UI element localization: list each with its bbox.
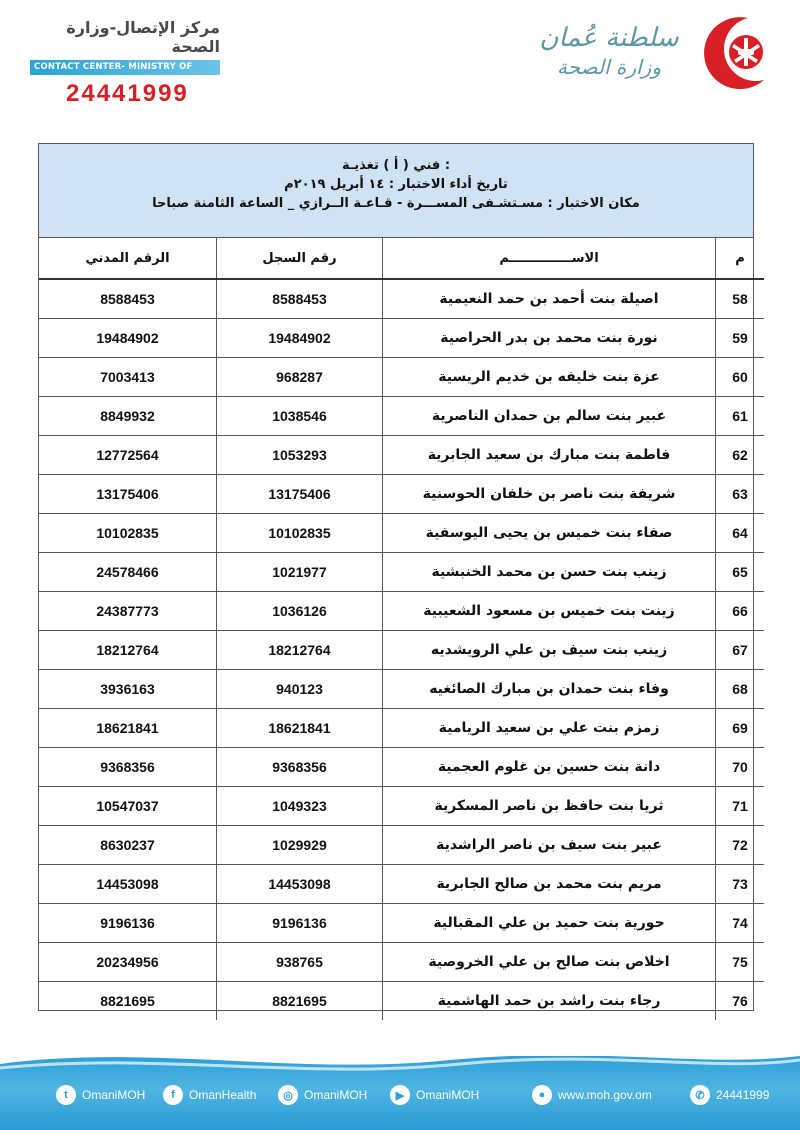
candidate-name: عزة بنت خليفه بن خديم الريسية bbox=[383, 358, 716, 397]
youtube-link[interactable] bbox=[390, 1084, 479, 1106]
candidate-name: شريفة بنت ناصر بن خلفان الحوسنية bbox=[383, 475, 716, 514]
table-row bbox=[39, 279, 764, 319]
record-number: 940123 bbox=[217, 670, 383, 709]
candidate-name: زينب بنت حسن بن محمد الخنبشية bbox=[383, 553, 716, 592]
record-number: 8821695 bbox=[217, 982, 383, 1021]
record-number: 9368356 bbox=[217, 748, 383, 787]
civil-number: 19484902 bbox=[39, 319, 217, 358]
row-number: 67 bbox=[716, 631, 765, 670]
website-link[interactable] bbox=[532, 1084, 652, 1106]
table-row bbox=[39, 982, 764, 1021]
row-number: 58 bbox=[716, 279, 765, 319]
candidate-name: زينب بنت سيف بن علي الرويشديه bbox=[383, 631, 716, 670]
twitter-link[interactable] bbox=[56, 1084, 145, 1106]
website-url: www.moh.gov.om bbox=[558, 1088, 652, 1102]
row-number: 73 bbox=[716, 865, 765, 904]
row-number: 74 bbox=[716, 904, 765, 943]
row-number: 68 bbox=[716, 670, 765, 709]
table-row bbox=[39, 709, 764, 748]
civil-number: 3936163 bbox=[39, 670, 217, 709]
row-number: 60 bbox=[716, 358, 765, 397]
row-number: 70 bbox=[716, 748, 765, 787]
table-row bbox=[39, 436, 764, 475]
civil-number: 20234956 bbox=[39, 943, 217, 982]
record-number: 8588453 bbox=[217, 279, 383, 319]
facebook-handle: OmanHealth bbox=[189, 1088, 257, 1102]
row-number: 72 bbox=[716, 826, 765, 865]
ministry-name bbox=[524, 22, 694, 80]
candidate-name: مريم بنت محمد بن صالح الجابرية bbox=[383, 865, 716, 904]
contact-center-english: CONTACT CENTER- MINISTRY OF HEALTH bbox=[30, 60, 220, 75]
civil-number: 9368356 bbox=[39, 748, 217, 787]
footer-phone[interactable] bbox=[690, 1084, 769, 1106]
candidate-name: وفاء بنت حمدان بن مبارك الصائغيه bbox=[383, 670, 716, 709]
record-number: 9196136 bbox=[217, 904, 383, 943]
civil-number: 10547037 bbox=[39, 787, 217, 826]
table-row bbox=[39, 475, 764, 514]
instagram-handle: OmaniMOH bbox=[304, 1088, 368, 1102]
facebook-icon: f bbox=[163, 1085, 183, 1105]
civil-number: 12772564 bbox=[39, 436, 217, 475]
contact-phone: 24441999 bbox=[66, 80, 189, 107]
table-row bbox=[39, 865, 764, 904]
record-number: 19484902 bbox=[217, 319, 383, 358]
facebook-link[interactable] bbox=[163, 1084, 256, 1106]
record-number: 1053293 bbox=[217, 436, 383, 475]
col-header-civil: الرقم المدني bbox=[39, 238, 217, 279]
record-number: 1029929 bbox=[217, 826, 383, 865]
globe-icon: ● bbox=[532, 1085, 552, 1105]
table-row bbox=[39, 319, 764, 358]
row-number: 61 bbox=[716, 397, 765, 436]
civil-number: 8821695 bbox=[100, 993, 155, 1009]
row-number: 63 bbox=[716, 475, 765, 514]
record-number: 14453098 bbox=[217, 865, 383, 904]
civil-number: 9196136 bbox=[39, 904, 217, 943]
table-row bbox=[39, 826, 764, 865]
table-row bbox=[39, 358, 764, 397]
civil-number: 8849932 bbox=[39, 397, 217, 436]
row-number: 62 bbox=[716, 436, 765, 475]
col-header-no: م bbox=[716, 238, 765, 279]
table-row bbox=[39, 943, 764, 982]
civil-number: 8588453 bbox=[39, 279, 217, 319]
exam-sheet bbox=[38, 143, 754, 1011]
youtube-handle: OmaniMOH bbox=[416, 1088, 480, 1102]
candidate-name: دانة بنت حسين بن غلوم العجمية bbox=[383, 748, 716, 787]
youtube-icon: ▶ bbox=[390, 1085, 410, 1105]
row-number: 71 bbox=[716, 787, 765, 826]
candidate-name: اصيلة بنت أحمد بن حمد النعيمية bbox=[383, 279, 716, 319]
civil-number: 13175406 bbox=[39, 475, 217, 514]
exam-title: : فني ( أ ) تغذيـة bbox=[341, 158, 451, 173]
candidate-name: عبير بنت سيف بن ناصر الراشدية bbox=[383, 826, 716, 865]
footer-wave-icon bbox=[0, 1056, 800, 1086]
table-header-row bbox=[39, 238, 764, 279]
record-number: 13175406 bbox=[217, 475, 383, 514]
record-number: 1038546 bbox=[217, 397, 383, 436]
record-number: 1036126 bbox=[217, 592, 383, 631]
exam-location: مكان الاختبار : مسـتشـفى المســـرة - قـاعـة الــرازي _ الساعة الثامنة صباحا bbox=[152, 196, 640, 211]
table-row bbox=[39, 592, 764, 631]
twitter-icon: t bbox=[56, 1085, 76, 1105]
table-row bbox=[39, 670, 764, 709]
record-number: 938765 bbox=[217, 943, 383, 982]
candidate-name: حورية بنت حميد بن علي المقبالية bbox=[383, 904, 716, 943]
table-row bbox=[39, 904, 764, 943]
record-number: 1021977 bbox=[217, 553, 383, 592]
footer-phone-number: 24441999 bbox=[716, 1088, 770, 1102]
record-number: 18621841 bbox=[217, 709, 383, 748]
civil-number: 7003413 bbox=[39, 358, 217, 397]
row-number: 66 bbox=[716, 592, 765, 631]
table-row bbox=[39, 397, 764, 436]
table-row bbox=[39, 787, 764, 826]
table-row bbox=[39, 553, 764, 592]
row-number: 65 bbox=[716, 553, 765, 592]
civil-number: 14453098 bbox=[39, 865, 217, 904]
candidate-name: رجاء بنت راشد بن حمد الهاشمية bbox=[383, 982, 716, 1021]
phone-icon: ✆ bbox=[690, 1085, 710, 1105]
table-row bbox=[39, 748, 764, 787]
table-row bbox=[39, 514, 764, 553]
col-header-name: الاســــــــــــــم bbox=[383, 238, 716, 279]
ministry-name-line2: وزارة الصحة bbox=[557, 55, 661, 79]
candidate-name: ثريا بنت حافظ بن ناصر المسكرية bbox=[383, 787, 716, 826]
ministry-name-line1: سلطنة عُمان bbox=[539, 23, 679, 53]
candidate-name: عبير بنت سالم بن حمدان الناصرية bbox=[383, 397, 716, 436]
record-number: 10102835 bbox=[217, 514, 383, 553]
record-number: 968287 bbox=[217, 358, 383, 397]
instagram-link[interactable] bbox=[278, 1084, 367, 1106]
candidate-name: نورة بنت محمد بن بدر الحراصية bbox=[383, 319, 716, 358]
civil-number: 18621841 bbox=[39, 709, 217, 748]
civil-number: 24578466 bbox=[39, 553, 217, 592]
footer-bar bbox=[0, 1056, 800, 1130]
civil-number: 8630237 bbox=[39, 826, 217, 865]
exam-date: تاريخ أداء الاختبار : ١٤ أبريل ٢٠١٩م bbox=[284, 177, 508, 192]
exam-info-banner bbox=[39, 144, 753, 238]
record-number: 18212764 bbox=[217, 631, 383, 670]
row-number: 59 bbox=[716, 319, 765, 358]
twitter-handle: OmaniMOH bbox=[82, 1088, 146, 1102]
contact-center-block bbox=[30, 18, 220, 108]
civil-number: 18212764 bbox=[39, 631, 217, 670]
candidate-name: زينت بنت خميس بن مسعود الشعيبية bbox=[383, 592, 716, 631]
row-number: 76 bbox=[716, 982, 765, 1021]
table-row bbox=[39, 631, 764, 670]
candidate-name: فاطمة بنت مبارك بن سعيد الجابرية bbox=[383, 436, 716, 475]
candidate-name: زمزم بنت علي بن سعيد الريامية bbox=[383, 709, 716, 748]
contact-center-arabic: مركز الإتصال-وزارة الصحة bbox=[66, 18, 220, 56]
civil-number: 24387773 bbox=[39, 592, 217, 631]
civil-number: 10102835 bbox=[39, 514, 217, 553]
instagram-icon: ◎ bbox=[278, 1085, 298, 1105]
row-number: 64 bbox=[716, 514, 765, 553]
col-header-reg: رقم السجل bbox=[217, 238, 383, 279]
candidate-name: اخلاص بنت صالح بن علي الخروصية bbox=[383, 943, 716, 982]
candidates-table bbox=[39, 238, 764, 1020]
row-number: 75 bbox=[716, 943, 765, 982]
row-number: 69 bbox=[716, 709, 765, 748]
candidate-name: صفاء بنت خميس بن يحيى اليوسفية bbox=[383, 514, 716, 553]
record-number: 1049323 bbox=[217, 787, 383, 826]
ministry-crescent-logo-icon bbox=[702, 14, 778, 92]
ministry-header bbox=[523, 14, 778, 94]
